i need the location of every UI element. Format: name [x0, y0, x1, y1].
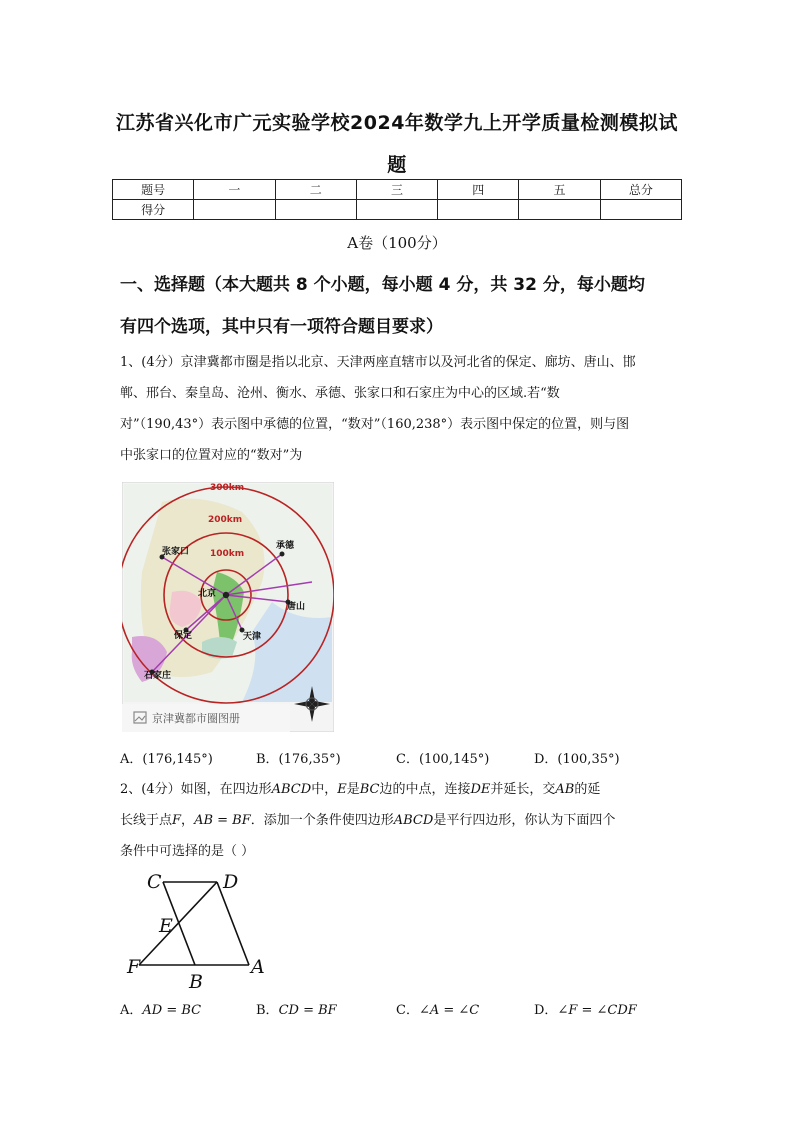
part-heading-line2: 有四个选项，其中只有一项符合题目要求）: [120, 317, 443, 337]
label-F: F: [127, 956, 141, 978]
q2-option-b[interactable]: [256, 999, 337, 1018]
q1-option-d[interactable]: D．(100,35°): [534, 752, 620, 767]
map-caption: 京津冀都市圈图册: [152, 712, 240, 725]
q2-text: 是: [346, 782, 360, 797]
score-table: [112, 179, 682, 220]
page-title-continued: 题: [387, 154, 407, 176]
label-beijing: 北京: [198, 589, 217, 599]
q2-math: ABCD: [393, 813, 434, 828]
tianjin-area: [202, 637, 237, 659]
label-300km: 300km: [210, 483, 245, 493]
beijing-dot: [223, 592, 229, 598]
map-svg: [122, 482, 334, 732]
q2-line: 条件中可选择的是（ ）: [120, 844, 255, 859]
option-expression: ∠A = ∠C: [418, 1003, 480, 1018]
q2-text: 的延: [574, 782, 601, 797]
q2-text: 中，: [311, 782, 338, 797]
q2-text: 并延长，交: [490, 782, 556, 797]
q2-option-d[interactable]: [534, 999, 637, 1018]
option-prefix: D．: [534, 1003, 558, 1018]
label-D: D: [223, 872, 239, 893]
q2-line: [120, 805, 682, 836]
q2-text: 边的中点，连接: [379, 782, 471, 797]
label-A: A: [251, 956, 265, 978]
q2-text: 长线于点: [120, 813, 173, 828]
option-prefix: A．: [120, 1003, 143, 1018]
label-B: B: [189, 971, 203, 992]
q2-math: BC: [359, 782, 380, 797]
label-100km: 100km: [210, 549, 245, 559]
q1-option-b[interactable]: B．(176,35°): [256, 752, 341, 767]
q1-option-c[interactable]: C．(100,145°): [396, 752, 490, 767]
score-table-score-row: [113, 200, 682, 220]
option-expression: ∠F = ∠CDF: [557, 1003, 637, 1018]
quadrilateral-figure: [125, 872, 280, 992]
score-table-header-row: [113, 180, 682, 200]
q2-option-a[interactable]: [120, 999, 201, 1018]
label-C: C: [147, 872, 162, 893]
score-header-cell: 题号: [113, 180, 194, 200]
option-prefix: C．: [396, 1003, 419, 1018]
label-tianjin: 天津: [243, 632, 262, 642]
label-zhangjiakou: 张家口: [162, 547, 190, 557]
score-header-cell: 五: [519, 180, 600, 200]
score-cell: [519, 200, 600, 220]
q2-math: AB: [555, 782, 575, 797]
q2-text: 2、(4分）如图，在四边形: [120, 782, 272, 797]
segment-DF: [139, 882, 217, 965]
question-1-text: [120, 347, 682, 471]
score-header-cell: 三: [356, 180, 437, 200]
q2-math: DE: [470, 782, 491, 797]
page-title: 江苏省兴化市广元实验学校2024年数学九上开学质量检测模拟试: [116, 112, 678, 134]
jingjinji-map-figure: [122, 482, 334, 732]
q2-option-c[interactable]: [396, 999, 479, 1018]
score-header-cell: 二: [275, 180, 356, 200]
score-row-label: 得分: [113, 200, 194, 220]
q2-line: [120, 774, 682, 805]
q2-text: ．添加一个条件使四边形: [250, 813, 394, 828]
part-heading-line1: 一、选择题（本大题共 8 个小题，每小题 4 分，共 32 分，每小题均: [120, 275, 645, 295]
q1-line: 1、(4分）京津冀都市圈是指以北京、天津两座直辖市以及河北省的保定、廊坊、唐山、邯: [120, 355, 636, 370]
q2-math: ABCD: [271, 782, 312, 797]
q2-math: F: [172, 813, 182, 828]
score-header-cell: 四: [438, 180, 519, 200]
label-200km: 200km: [208, 515, 243, 525]
q1-line: 中张家口的位置对应的“数对”为: [120, 448, 303, 463]
part-heading: [120, 264, 682, 348]
section-title: A卷（100分）: [347, 234, 447, 252]
option-expression: CD = BF: [278, 1003, 337, 1018]
label-tangshan: 唐山: [287, 602, 306, 612]
q2-text: 是平行四边形，你认为下面四个: [433, 813, 616, 828]
score-cell: [600, 200, 681, 220]
q1-line: 对”（190,43°）表示图中承德的位置，“数对”（160,238°）表示图中保定的位置，则与图: [120, 417, 630, 432]
question-2-text: [120, 774, 682, 867]
score-header-cell: 一: [194, 180, 275, 200]
label-shijiazhuang: 石家庄: [144, 671, 172, 681]
q1-option-a[interactable]: A．(176,145°): [120, 752, 213, 767]
q2-math: AB = BF: [194, 813, 251, 828]
score-cell: [356, 200, 437, 220]
score-cell: [275, 200, 356, 220]
score-header-cell: 总分: [600, 180, 681, 200]
label-baoding: 保定: [174, 631, 193, 641]
geometry-svg: [125, 872, 280, 992]
q2-text: ，: [181, 813, 195, 828]
q2-math: E: [337, 782, 347, 797]
label-chengde: 承德: [276, 541, 295, 551]
segment-DA: [217, 882, 249, 965]
score-cell: [194, 200, 275, 220]
chengde-dot: [280, 552, 285, 557]
score-cell: [438, 200, 519, 220]
label-E: E: [159, 915, 173, 937]
q1-line: 郸、邢台、秦皇岛、沧州、衡水、承德、张家口和石家庄为中心的区域.若“数: [120, 386, 560, 401]
option-expression: AD = BC: [142, 1003, 202, 1018]
option-prefix: B．: [256, 1003, 279, 1018]
